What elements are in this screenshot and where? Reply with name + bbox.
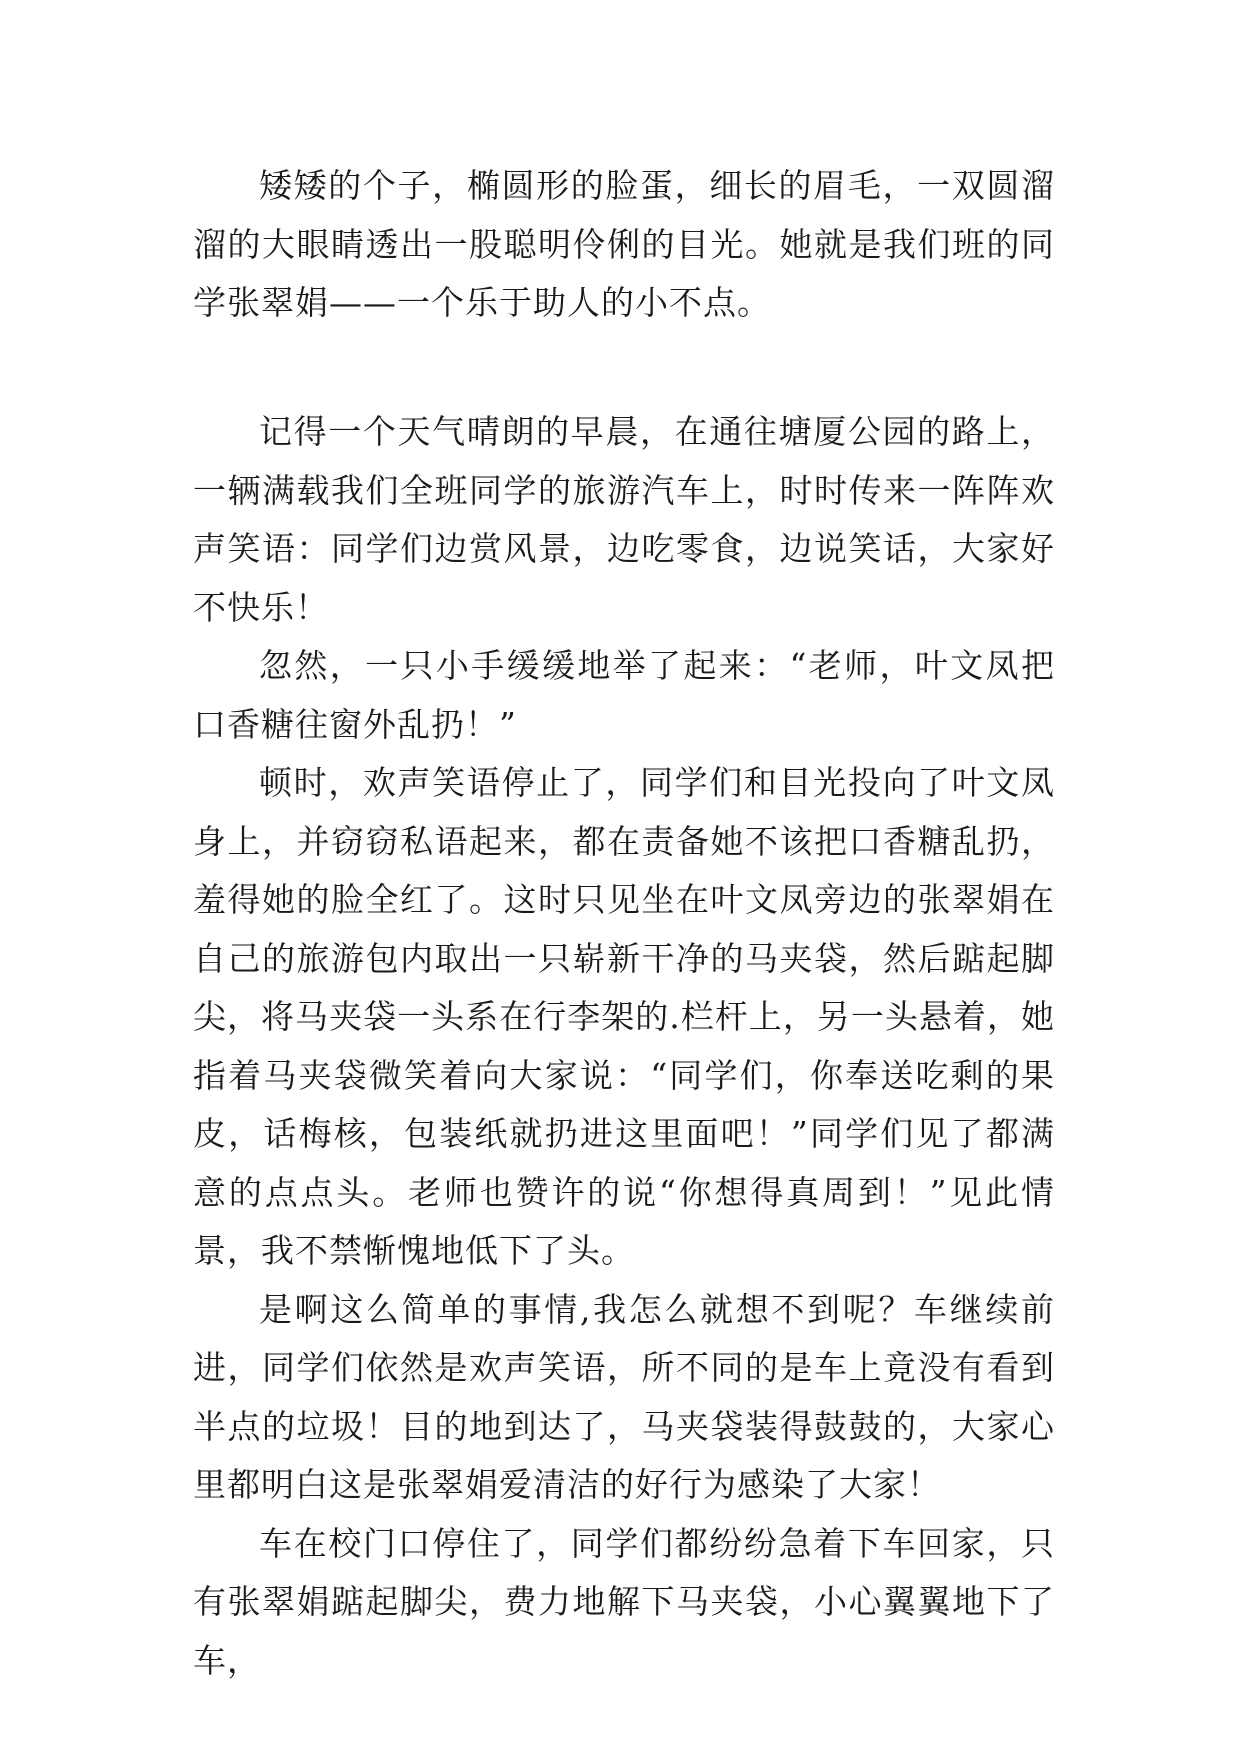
story-paragraph-block [193, 403, 1055, 1690]
paragraph-6: 车在校门口停住了，同学们都纷纷急着下车回家，只有张翠娟踮起脚尖，费力地解下马夹袋，小心翼翼地下了车， [193, 1523, 1055, 1680]
paragraph-5: 是啊这么简单的事情,我怎么就想不到呢？车继续前进，同学们依然是欢声笑语，所不同的是车上竟没有看到半点的垃圾！目的地到达了，马夹袋装得鼓鼓的，大家心里都明白这是张翠娟爱清洁的好行为感染了大家！ [193, 1289, 1055, 1504]
paragraph-1: 矮矮的个子，椭圆形的脸蛋，细长的眉毛，一双圆溜溜的大眼睛透出一股聪明伶俐的目光。她就是我们班的同学张翠娟——一个乐于助人的小不点。 [193, 166, 1055, 322]
paragraph-3: 忽然，一只小手缓缓地举了起来：“老师，叶文凤把口香糖往窗外乱扔！” [193, 646, 1055, 744]
paragraph-2: 记得一个天气晴朗的早晨，在通往塘厦公园的路上，一辆满载我们全班同学的旅游汽车上，时时传来一阵阵欢声笑语：同学们边赏风景，边吃零食，边说笑话，大家好不快乐！ [193, 412, 1055, 627]
intro-paragraph-block [193, 157, 1055, 333]
paragraph-4: 顿时，欢声笑语停止了，同学们和目光投向了叶文凤身上，并窃窃私语起来，都在责备她不该把口香糖乱扔，羞得她的脸全红了。这时只见坐在叶文凤旁边的张翠娟在自己的旅游包内取出一只崭新干净的马夹袋，然后踮起脚尖，将马夹袋一头系在行李架的.栏杆上，另一头悬着，她指着马夹袋微笑着向大家说：“同学们，你奉送吃剩的果皮，话梅核，包装纸就扔进这里面吧！”同学们见了都满意的点点头。老师也赞许的说“你想得真周到！”见此情景，我不禁惭愧地低下了头。 [193, 763, 1055, 1270]
